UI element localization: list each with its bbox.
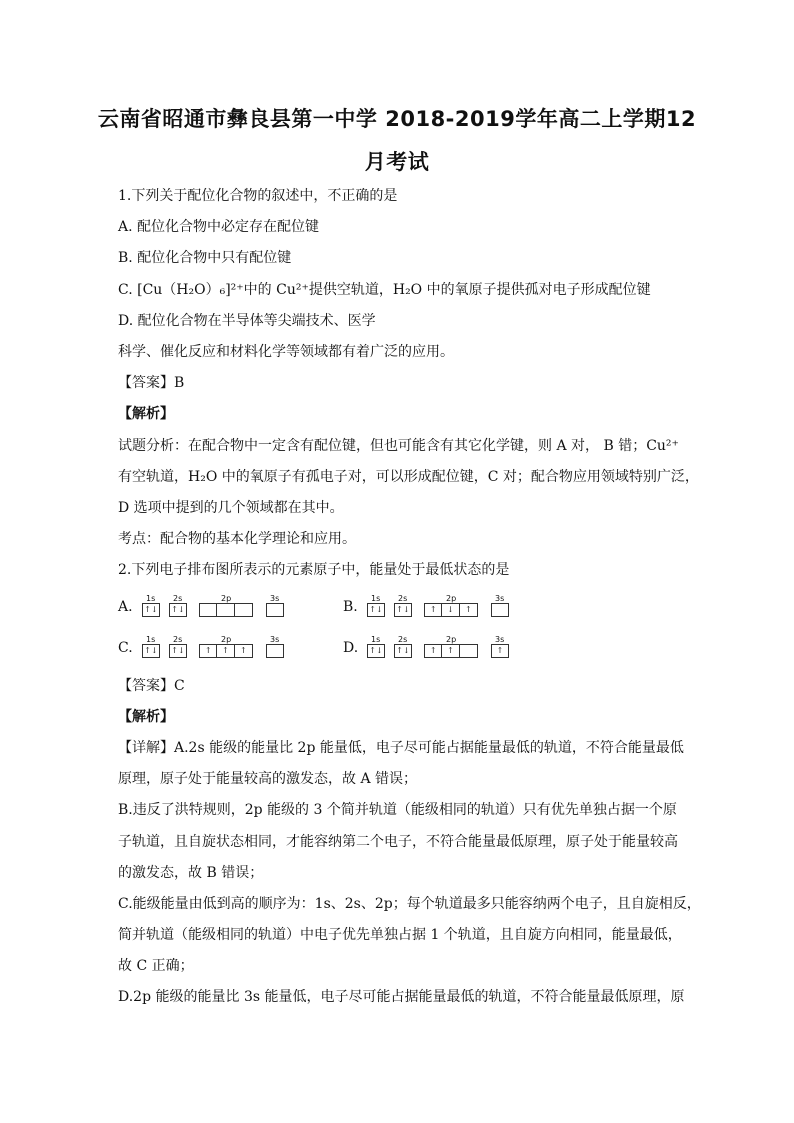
electron-arrow [217, 604, 234, 616]
orbital-label-2s: 2s [398, 594, 408, 603]
q1-option-c: C. [Cu（H₂O）₆]²⁺中的 Cu²⁺提供空轨道，H₂O 中的氧原子提供孤对电子形成配位键 [118, 282, 651, 298]
q1-analysis-line1: 试题分析：在配合物中一定含有配位键，但也可能含有其它化学键，则 A 对， B 错；Cu²⁺ [118, 438, 679, 454]
electron-arrow: ↑ [239, 646, 247, 655]
electron-arrow: ↑↓ [396, 605, 410, 614]
orbital-box-2p [199, 644, 253, 658]
orbital-box-1s [142, 644, 160, 658]
electron-arrow: ↑ [464, 605, 472, 614]
q2-stem: 2.下列电子排布图所表示的元素原子中，能量处于最低状态的是 [118, 562, 510, 578]
orbital-box-2p [424, 603, 478, 617]
q1-analysis-line3: D 选项中提到的几个领域都在其中。 [118, 500, 344, 516]
q2-option-d-label: D. [343, 640, 359, 656]
orbital-label-3s: 3s [270, 594, 280, 603]
orbital-label-2p: 2p [221, 635, 232, 644]
orbital-label-3s: 3s [495, 635, 505, 644]
q1-option-b: B. 配位化合物中只有配位键 [118, 250, 292, 266]
page-title-line1: 云南省昭通市彝良县第一中学 2018-2019学年高二上学期12 [97, 107, 697, 131]
orbital-box-2s [169, 603, 187, 617]
electron-arrow: ↓ [442, 604, 459, 616]
q2-answer: 【答案】C [118, 678, 185, 694]
orbital-label-2s: 2s [398, 635, 408, 644]
orbital-box-2p [424, 644, 478, 658]
orbital-box-2s [394, 644, 412, 658]
q2-option-b-label: B. [343, 599, 358, 615]
orbital-label-3s: 3s [270, 635, 280, 644]
page-title-line2: 月考试 [364, 150, 430, 174]
electron-arrow: ↑↓ [369, 646, 383, 655]
q2-detail-line8: 故 C 正确； [118, 958, 194, 974]
electron-arrow: ↑ [496, 646, 504, 655]
orbital-label-2p: 2p [221, 594, 232, 603]
orbital-label-1s: 1s [371, 594, 381, 603]
q1-option-d: D. 配位化合物在半导体等尖端技术、医学 [118, 313, 376, 329]
orbital-box-2s [394, 603, 412, 617]
q2-detail-line5: 的激发态，故 B 错误； [118, 865, 264, 881]
orbital-box-3s [491, 644, 509, 658]
electron-arrow: ↑ [425, 645, 442, 657]
orbital-label-3s: 3s [495, 594, 505, 603]
q1-analysis-line2: 有空轨道，H₂O 中的氧原子有孤电子对，可以形成配位键，C 对；配合物应用领域特别广泛， [118, 469, 699, 485]
electron-arrow: ↑↓ [171, 646, 185, 655]
q1-stem: 1.下列关于配位化合物的叙述中，不正确的是 [118, 188, 398, 204]
q1-option-d-cont: 科学、催化反应和材料化学等领域都有着广泛的应用。 [118, 344, 454, 360]
electron-arrow: ↑↓ [369, 605, 383, 614]
q1-kaodian: 考点：配合物的基本化学理论和应用。 [118, 531, 356, 547]
electron-arrow [267, 604, 283, 616]
q2-detail-line3: B.违反了洪特规则，2p 能级的 3 个简并轨道（能级相同的轨道）只有优先单独占据一个原 [118, 802, 677, 818]
q1-answer: 【答案】B [118, 375, 185, 391]
electron-arrow [235, 604, 252, 616]
orbital-label-1s: 1s [146, 635, 156, 644]
q2-detail-line7: 简并轨道（能级相同的轨道）中电子优先单独占据 1 个轨道，且自旋方向相同，能量最低， [118, 927, 682, 943]
q2-detail-line6: C.能级能量由低到高的顺序为：1s、2s、2p；每个轨道最多只能容纳两个电子，且自旋相反， [118, 896, 701, 912]
electron-arrow: ↑↓ [396, 646, 410, 655]
orbital-label-2p: 2p [446, 635, 457, 644]
electron-arrow: ↑ [200, 645, 217, 657]
electron-arrow: ↑ [442, 645, 459, 657]
orbital-label-2p: 2p [446, 594, 457, 603]
electron-arrow: ↑ [217, 645, 234, 657]
q2-analysis-heading: 【解析】 [118, 709, 174, 725]
q2-option-a-label: A. [118, 599, 133, 615]
orbital-label-1s: 1s [371, 635, 381, 644]
electron-arrow: ↑↓ [144, 646, 158, 655]
electron-arrow: ↑↓ [171, 605, 185, 614]
orbital-box-3s [266, 644, 284, 658]
electron-arrow [460, 645, 477, 657]
orbital-box-3s [266, 603, 284, 617]
q2-detail-line4: 子轨道，且自旋状态相同，才能容纳第二个电子，不符合能量最低原理，原子处于能量较高 [118, 834, 678, 850]
q2-detail-line2: 原理，原子处于能量较高的激发态，故 A 错误； [118, 771, 418, 787]
orbital-box-2p [199, 603, 253, 617]
electron-arrow: ↑ [425, 604, 442, 616]
orbital-label-2s: 2s [173, 594, 183, 603]
electron-arrow [200, 604, 217, 616]
orbital-box-2s [169, 644, 187, 658]
q1-option-a: A. 配位化合物中必定存在配位键 [118, 219, 320, 235]
orbital-label-1s: 1s [146, 594, 156, 603]
q1-analysis-heading: 【解析】 [118, 406, 174, 422]
electron-arrow [492, 604, 508, 616]
orbital-box-1s [367, 644, 385, 658]
orbital-box-1s [142, 603, 160, 617]
q2-detail-line1: 【详解】A.2s 能级的能量比 2p 能量低，电子尽可能占据能量最低的轨道，不符合能量最低 [118, 740, 684, 756]
electron-arrow [267, 645, 283, 657]
orbital-label-2s: 2s [173, 635, 183, 644]
orbital-box-3s [491, 603, 509, 617]
q2-option-c-label: C. [118, 640, 133, 656]
orbital-box-1s [367, 603, 385, 617]
q2-detail-line9: D.2p 能级的能量比 3s 能量低，电子尽可能占据能量最低的轨道，不符合能量最低原理，原 [118, 989, 685, 1005]
electron-arrow: ↑↓ [144, 605, 158, 614]
